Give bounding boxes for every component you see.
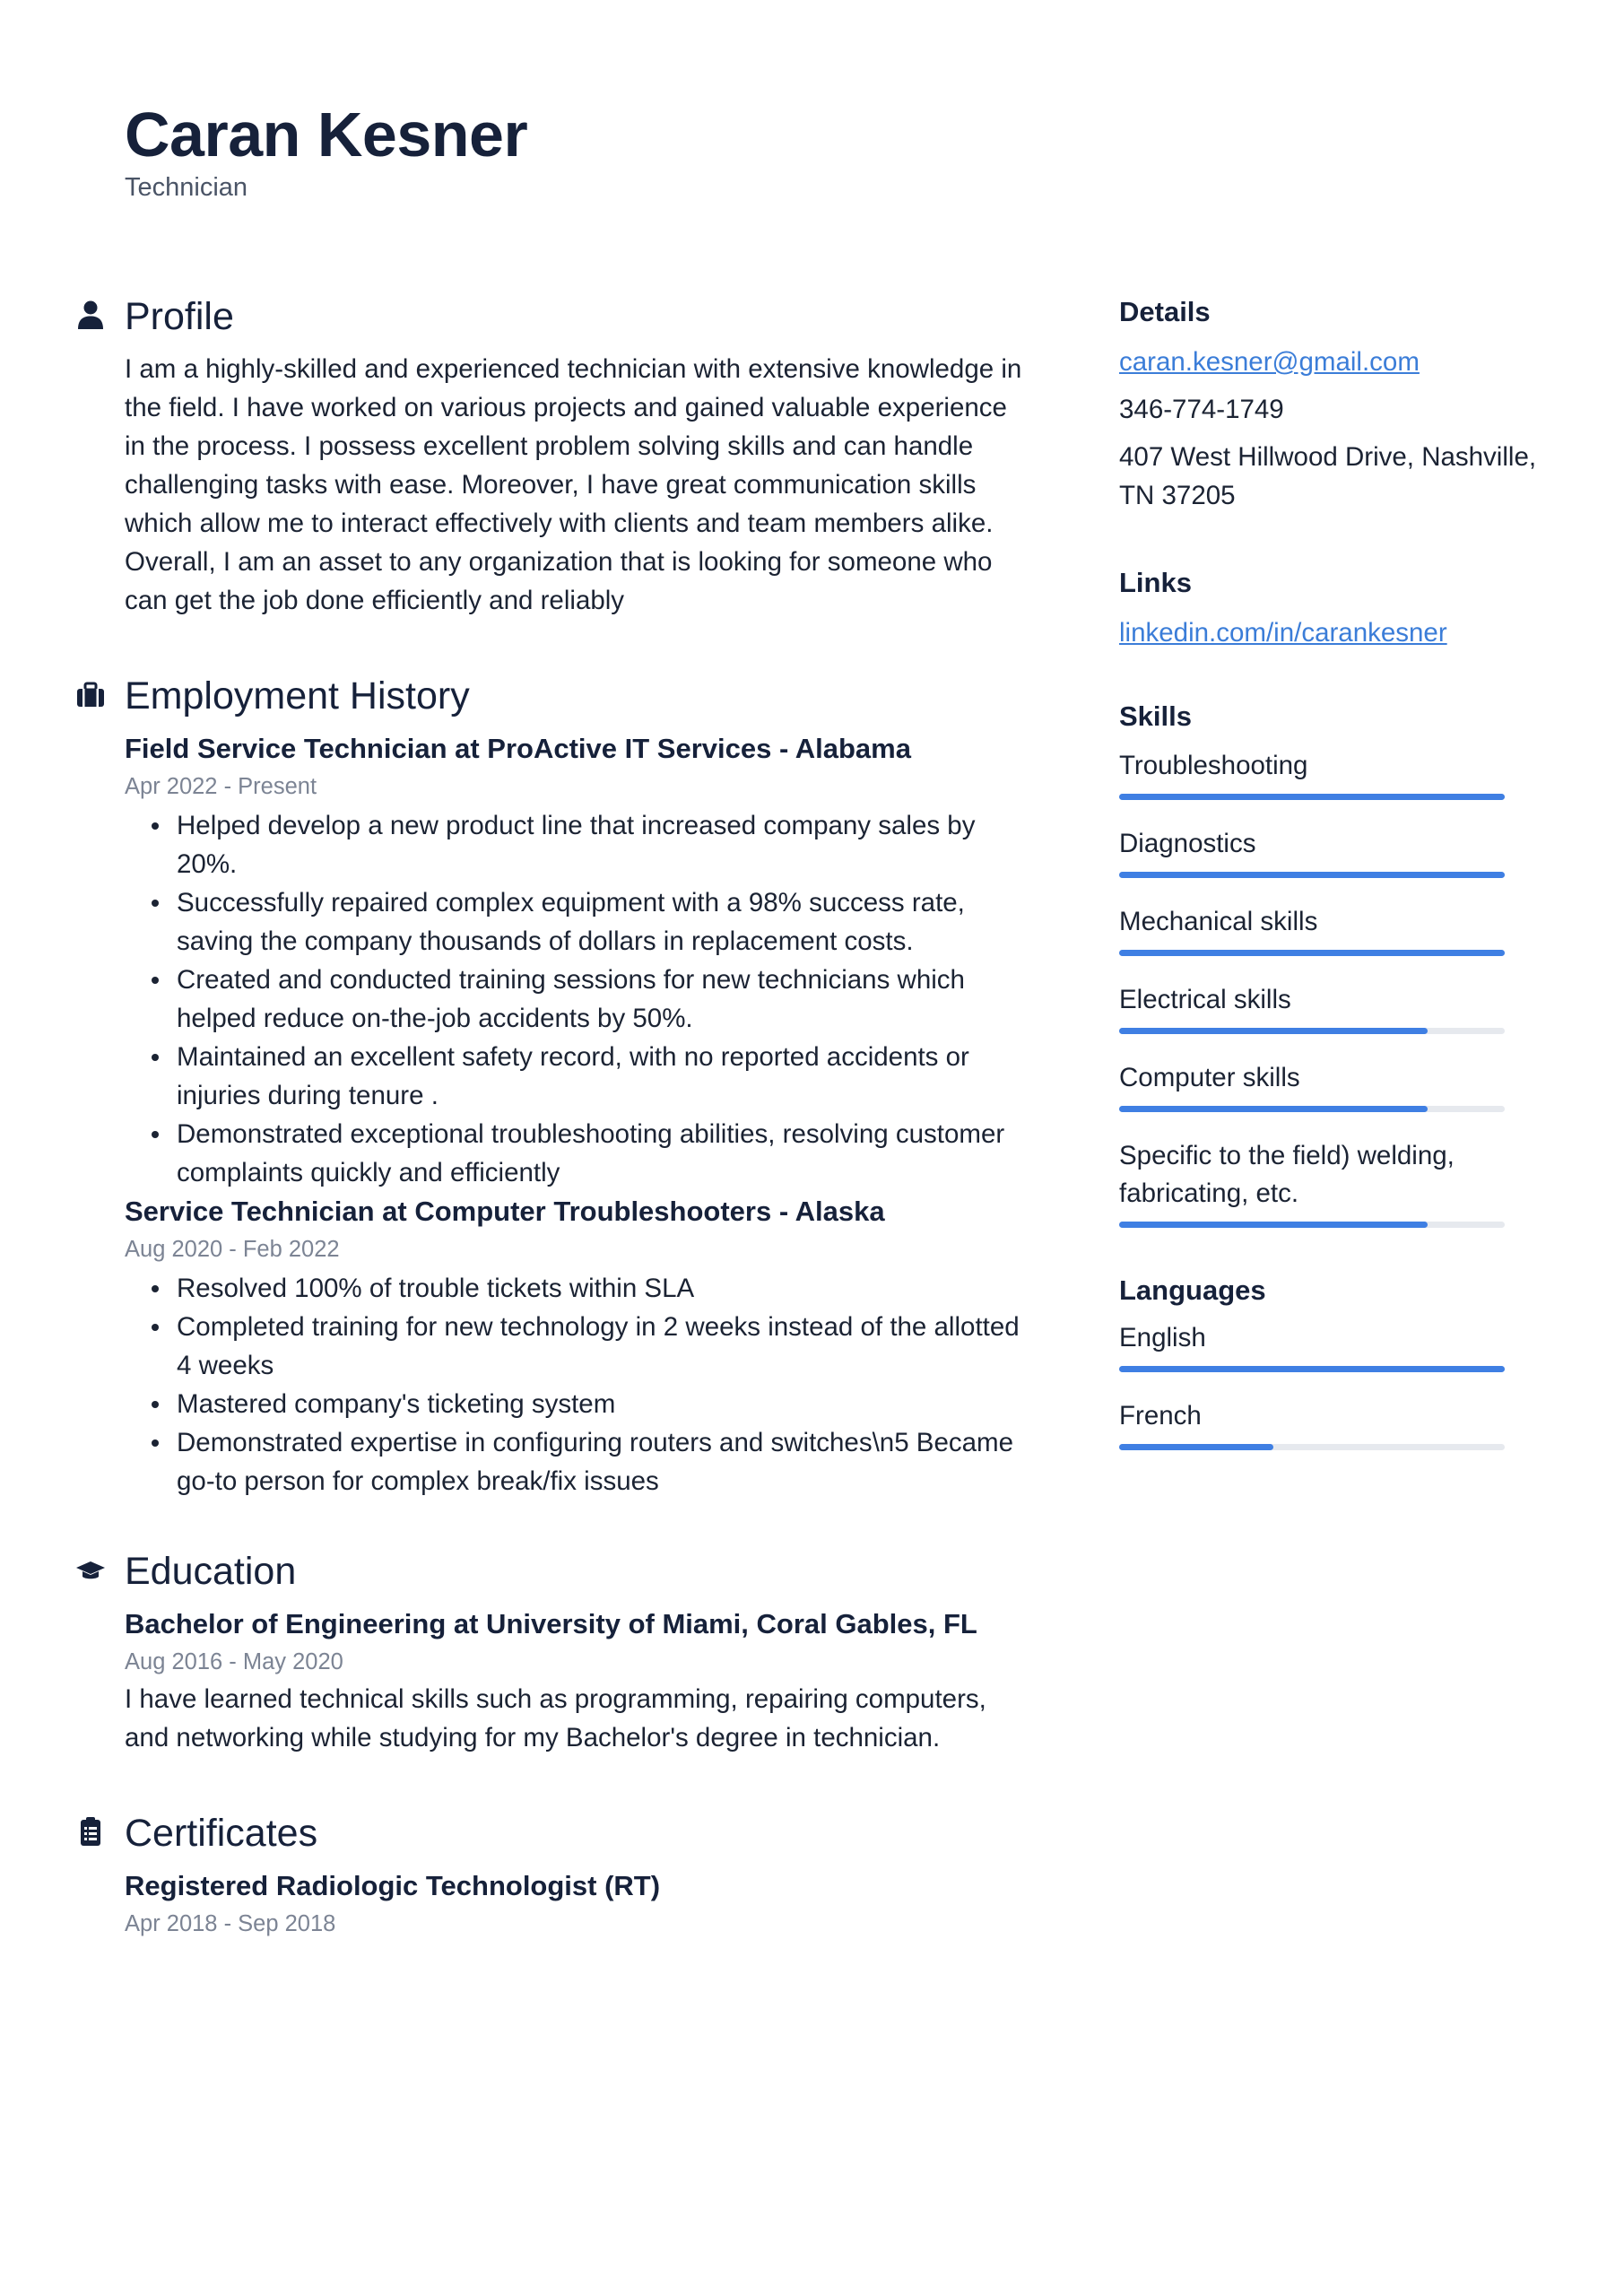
skill-bar: [1119, 1028, 1505, 1034]
education-degree: Bachelor of Engineering at University of Miami, Coral Gables, FL: [125, 1608, 977, 1639]
language-bar-fill: [1119, 1366, 1505, 1372]
job-date: Aug 2020 - Feb 2022: [125, 1237, 340, 1262]
employment-section: [76, 670, 1027, 1500]
skill-label: Electrical skills: [1119, 985, 1291, 1014]
job-bullets: [125, 806, 1030, 1192]
main-column: [76, 291, 1027, 1942]
skill-item: [1119, 747, 1568, 800]
skill-bar-fill: [1119, 1028, 1428, 1034]
skill-item: [1119, 1059, 1568, 1112]
certificate-name: Registered Radiologic Technologist (RT): [125, 1870, 661, 1901]
sidebar-column: [1119, 291, 1568, 1475]
job-entry: [125, 1192, 1027, 1500]
job-bullet: Resolved 100% of trouble tickets within SLA: [177, 1269, 1030, 1308]
email-link[interactable]: caran.kesner@gmail.com: [1119, 347, 1420, 377]
certificates-title: Certificates: [125, 1812, 318, 1855]
skills-section: [1119, 695, 1568, 1228]
education-date: Aug 2016 - May 2020: [125, 1649, 343, 1674]
job-bullets: [125, 1269, 1030, 1500]
profile-title: Profile: [125, 295, 234, 338]
certificate-date: Apr 2018 - Sep 2018: [125, 1911, 336, 1936]
job-bullet: Mastered company's ticketing system: [177, 1385, 1030, 1423]
skill-item: [1119, 981, 1568, 1034]
skill-bar-fill: [1119, 950, 1505, 956]
profile-header: [125, 291, 1027, 343]
skill-label: Diagnostics: [1119, 829, 1256, 858]
details-title: Details: [1119, 296, 1211, 327]
employment-header: [125, 670, 1027, 722]
job-bullet: Demonstrated expertise in configuring routers and switches\n5 Became go-to person for complex break/fix issues: [177, 1423, 1030, 1500]
education-header: [125, 1545, 1027, 1597]
skill-item: [1119, 903, 1568, 956]
job-date: Apr 2022 - Present: [125, 774, 317, 799]
candidate-role: Technician: [125, 173, 248, 202]
skill-item: [1119, 825, 1568, 878]
languages-section: [1119, 1269, 1568, 1450]
job-bullet: Created and conducted training sessions for new technicians which helped reduce on-the-job accidents by 50%.: [177, 961, 1030, 1038]
skill-label: Troubleshooting: [1119, 751, 1308, 780]
links-title: Links: [1119, 567, 1192, 598]
job-entry: [125, 729, 1027, 1192]
education-text: I have learned technical skills such as programming, repairing computers, and networking while studying for my Bachelor's degree in technician.: [125, 1684, 986, 1752]
language-bar-fill: [1119, 1444, 1273, 1450]
graduation-cap-icon: [76, 1554, 105, 1585]
skill-bar: [1119, 794, 1505, 800]
languages-title: Languages: [1119, 1274, 1266, 1306]
skill-bar: [1119, 1106, 1505, 1112]
job-title: Service Technician at Computer Troubleshooters - Alaska: [125, 1196, 885, 1227]
candidate-name: Caran Kesner: [125, 100, 528, 170]
details-section: [1119, 291, 1568, 515]
profile-text: I am a highly-skilled and experienced technician with extensive knowledge in the field. I have worked on various projects and gained valuable experience in the process. I possess excellent problem solving skills and can handle challenging tasks with ease. Moreover, I have great communication skills which allow me to interact effectively with clients and team members alike. Overall, I am an asset to any organization that is looking for someone who can get the job done efficiently and reliably: [125, 354, 1022, 615]
address: 407 West Hillwood Drive, Nashville, TN 37205: [1119, 442, 1537, 510]
skill-bar-fill: [1119, 794, 1505, 800]
skill-label: Computer skills: [1119, 1063, 1300, 1092]
certificates-header: [125, 1807, 1027, 1859]
skills-title: Skills: [1119, 700, 1192, 732]
phone-number: 346-774-1749: [1119, 395, 1284, 424]
links-section: [1119, 561, 1568, 652]
skill-label: Specific to the field) welding, fabricating, etc.: [1119, 1141, 1455, 1208]
language-item: [1119, 1319, 1568, 1372]
skill-item: [1119, 1137, 1514, 1228]
job-bullet: Successfully repaired complex equipment with a 98% success rate, saving the company thousands of dollars in replacement costs.: [177, 883, 1030, 961]
skill-bar-fill: [1119, 1106, 1428, 1112]
language-bar: [1119, 1366, 1505, 1372]
profile-section: [76, 291, 1027, 620]
job-bullet: Helped develop a new product line that increased company sales by 20%.: [177, 806, 1030, 883]
clipboard-icon: [76, 1816, 105, 1847]
education-section: [76, 1545, 1027, 1757]
skill-bar: [1119, 950, 1505, 956]
education-title: Education: [125, 1550, 297, 1593]
job-bullet: Completed training for new technology in 2 weeks instead of the allotted 4 weeks: [177, 1308, 1030, 1385]
job-bullet: Maintained an excellent safety record, with no reported accidents or injuries during tenure .: [177, 1038, 1030, 1115]
certificates-section: [76, 1807, 1027, 1942]
language-label: French: [1119, 1401, 1202, 1431]
person-icon: [76, 300, 105, 330]
employment-title: Employment History: [125, 674, 470, 718]
skill-bar: [1119, 872, 1505, 878]
job-bullet: Demonstrated exceptional troubleshooting abilities, resolving customer complaints quickly and efficiently: [177, 1115, 1030, 1192]
language-label: English: [1119, 1323, 1206, 1352]
linkedin-link[interactable]: linkedin.com/in/carankesner: [1119, 618, 1447, 648]
language-item: [1119, 1397, 1568, 1450]
language-bar: [1119, 1444, 1505, 1450]
skill-label: Mechanical skills: [1119, 907, 1318, 936]
skill-bar-fill: [1119, 1222, 1428, 1228]
skill-bar-fill: [1119, 872, 1505, 878]
briefcase-icon: [76, 679, 105, 709]
skill-bar: [1119, 1222, 1505, 1228]
job-title: Field Service Technician at ProActive IT Services - Alabama: [125, 733, 911, 764]
